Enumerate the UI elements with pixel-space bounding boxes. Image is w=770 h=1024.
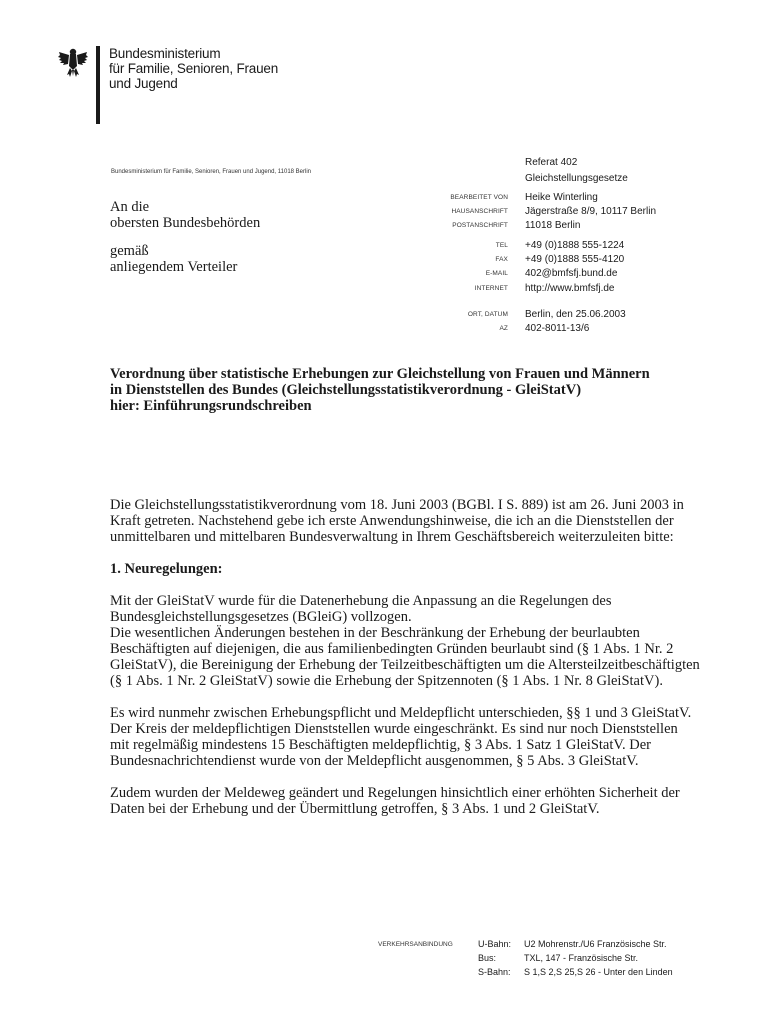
recipient-line: An die [110, 199, 150, 215]
bundesadler-eagle-icon [57, 46, 89, 78]
subject-block [110, 366, 710, 414]
recipient-line: gemäß [110, 243, 149, 259]
transport-mode: Bus: [478, 953, 497, 963]
transport-mode: S-Bahn: [478, 967, 511, 977]
transport-value: TXL, 147 - Französische Str. [524, 953, 639, 963]
meta-value: Jägerstraße 8/9, 10117 Berlin [525, 206, 657, 217]
meta-label: HAUSANSCHRIFT [451, 208, 508, 215]
meta-value: Heike Winterling [525, 192, 598, 203]
intro-paragraph: Die Gleichstellungsstatistikverordnung vom 18. Juni 2003 (BGBl. I S. 889) ist am 26. Juni 2003 in Kraft getreten. Nachstehend gebe ich erste Anwendungshinweise, die ich an die Dienststellen der unmittelbaren und mittelbaren Bundesverwaltung in Ihrem Geschäftsbereich weiterzuleiten bitte: [110, 497, 684, 545]
meta-value: 402-8011-13/6 [525, 323, 590, 334]
meta-label: ORT, DATUM [467, 311, 508, 318]
meta-label: INTERNET [474, 285, 508, 292]
logo-divider-bar [96, 46, 100, 124]
return-address: Bundesministerium für Familie, Senioren, Frauen und Jugend, 11018 Berlin [111, 169, 311, 175]
ministry-name-line: und Jugend [109, 76, 178, 91]
transport-value: U2 Mohrenstr./U6 Französische Str. [524, 939, 667, 949]
ministry-name-line: für Familie, Senioren, Frauen [109, 61, 279, 76]
subject-line: in Dienststellen des Bundes (Gleichstellungsstatistikverordnung - GleiStatV) [110, 382, 582, 398]
paragraph: Es wird nunmehr zwischen Erhebungspflicht und Meldepflicht unterschieden, §§ 1 und 3 GleiStatV. Der Kreis der meldepflichtigen Dienststellen wurde eingeschränkt. Es sind nur noch Dienststellen mit regelmäßig mindestens 15 Beschäftigten meldepflichtig, § 3 Abs. 1 Satz 1 GleiStatV. Der Bundesnachrichtendienst wurde von der Meldepflicht ausgenommen, § 5 Abs. 3 GleiStatV. [110, 705, 692, 769]
referat-block [525, 155, 628, 187]
section-heading: 1. Neuregelungen: [110, 561, 223, 577]
subject-line: hier: Einführungsrundschreiben [110, 398, 312, 414]
paragraph: Die wesentlichen Änderungen bestehen in der Beschränkung der Erhebung der beurlaubten Beschäftigten auf diejenigen, die aus familienbedingten Gründen beurlaubt sind (§ 1 Abs. 1 Nr. 2 GleiStatV), die Bereinigung der Erhebung der Teilzeitbeschäftigten um die Altersteilzeitbeschäftigten (§ 1 Abs. 1 Nr. 2 GleiStatV) sowie die Erhebung der Spitzennoten (§ 1 Abs. 1 Nr. 8 GleiStatV). [110, 625, 700, 689]
transport-mode: U-Bahn: [478, 939, 512, 949]
recipient-line: anliegendem Verteiler [110, 259, 238, 275]
referat-title: Referat 402 [525, 157, 578, 168]
website-link[interactable]: http://www.bmfsfj.de [525, 283, 615, 294]
meta-label: E-MAIL [485, 270, 508, 277]
paragraph: Zudem wurden der Meldeweg geändert und Regelungen hinsichtlich einer erhöhten Sicherheit der Daten bei der Erhebung und der Übermittlung getroffen, § 3 Abs. 1 und 2 GleiStatV. [110, 785, 680, 817]
meta-value: 11018 Berlin [525, 220, 581, 231]
email-link[interactable]: 402@bmfsfj.bund.de [525, 268, 618, 279]
recipient-line: obersten Bundesbehörden [110, 215, 261, 231]
recipient-block [110, 199, 260, 275]
meta-label: TEL [495, 242, 508, 249]
paragraph: Mit der GleiStatV wurde für die Datenerhebung die Anpassung an die Regelungen des Bundesgleichstellungsgesetzes (BGleiG) vollzogen. [110, 593, 612, 625]
meta-value: +49 (0)1888 555-1224 [525, 240, 625, 251]
meta-label: POSTANSCHRIFT [452, 222, 508, 229]
meta-label: AZ [499, 325, 508, 332]
subject-line: Verordnung über statistische Erhebungen zur Gleichstellung von Frauen und Männern [110, 366, 650, 382]
referat-subtitle: Gleichstellungsgesetze [525, 173, 628, 184]
meta-value: Berlin, den 25.06.2003 [525, 309, 626, 320]
footer-label: VERKEHRSANBINDUNG [378, 941, 453, 948]
meta-label: BEARBEITET VON [450, 194, 508, 201]
meta-value: +49 (0)1888 555-4120 [525, 254, 625, 265]
transport-value: S 1,S 2,S 25,S 26 - Unter den Linden [524, 967, 673, 977]
meta-label: FAX [495, 256, 508, 263]
letter-body [110, 497, 700, 833]
ministry-name [109, 46, 278, 91]
ministry-name-line: Bundesministerium [109, 46, 221, 61]
